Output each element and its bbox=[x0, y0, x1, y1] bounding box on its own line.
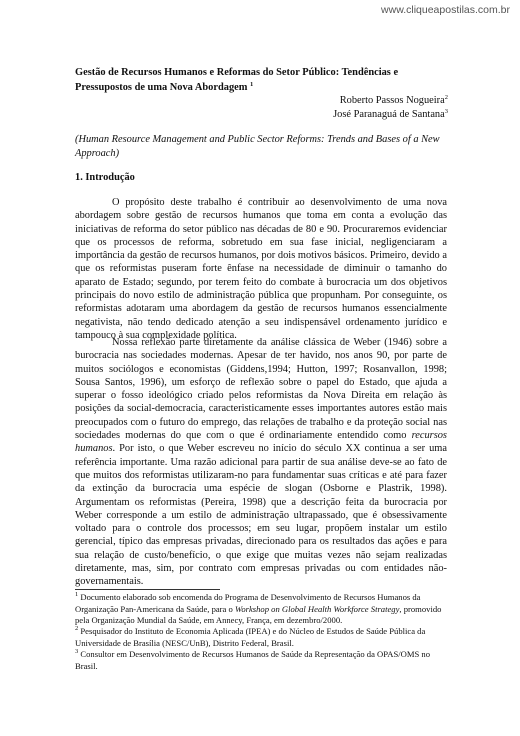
title-footnote-ref: 1 bbox=[250, 80, 254, 88]
author-footnote-ref: 2 bbox=[444, 94, 448, 101]
body-paragraph bbox=[75, 336, 447, 589]
english-subtitle: (Human Resource Management and Public Sector Reforms: Trends and Bases of a New Approach) bbox=[75, 134, 440, 159]
footnote-text: Consultor em Desenvolvimento de Recursos Humanos de Saúde da Representação da OPAS/OMS no Brasil. bbox=[75, 649, 430, 671]
author-list bbox=[333, 94, 448, 121]
footnote bbox=[75, 626, 447, 649]
footnote bbox=[75, 592, 447, 627]
title-text: Gestão de Recursos Humanos e Reformas do Setor Público: Tendências e Pressupostos de uma Nova Abordagem bbox=[75, 67, 399, 93]
footnote-marker: 1 bbox=[75, 591, 79, 598]
author-name: José Paranaguá de Santana bbox=[333, 108, 445, 120]
document-title bbox=[75, 66, 455, 95]
author-name: Roberto Passos Nogueira bbox=[339, 95, 445, 106]
author-footnote-ref: 3 bbox=[444, 107, 448, 115]
section-heading: 1. Introdução bbox=[75, 172, 135, 183]
author-line bbox=[333, 94, 448, 108]
site-watermark: www.cliqueapostilas.com.br bbox=[381, 4, 510, 16]
paragraph-text: . Por isto, o que Weber escreveu no início do século XX continua a ser uma referência importante. Uma razão adicional para partir de sua análise deve-se ao fato de que muitos dos reformistas utilizaram-no para fundamentar suas críticas e até para fazer da extinção da burocracia uma espécie de slogan (Osborne e Plastrik, 1998). Argumentam os reformistas (Pereira, 1998) que a descrição feita da burocracia por Weber corresponde a um estilo de administração ultrapassado, que é obsessivamente voltado para o controle dos processos; em seu lugar, propõem instalar um estilo gerencial, típico das empresas privadas, direcionado para os resultados das ações e para sua relação de custo/benefício, o que exige que muitas vezes não sejam realizadas diretamente, mas, sim, por contrato com empresas privadas ou com entidades não-governamentais. bbox=[75, 443, 447, 588]
author-line bbox=[333, 108, 448, 122]
footnote-text: Pesquisador do Instituto de Economia Aplicada (IPEA) e do Núcleo de Estudos de Saúde Pública da Universidade de Brasília (NESC/UnB), Distrito Federal, Brasil. bbox=[75, 626, 426, 648]
footnote-text: Documento elaborado sob encomenda do Programa de Desenvolvimento de Recursos Humanos da Organização Pan-Americana da Saúde, para o bbox=[75, 592, 421, 614]
footnote-marker: 2 bbox=[75, 625, 79, 632]
footnote-marker: 3 bbox=[75, 648, 79, 655]
body-paragraph: O propósito deste trabalho é contribuir ao desenvolvimento de uma nova abordagem sobre gestão de recursos humanos que toma em conta a evolução das iniciativas de reforma do setor público nas décadas de 80 e 90. Procuraremos evidenciar que os processos de reforma, sobretudo em sua fase inicial, negligenciaram a importância da gestão de recursos humanos, por dois motivos básicos. Primeiro, devido a que os reformistas puseram forte ênfase na necessidade de diminuir o tamanho do aparato de Estado; segundo, por terem feito do combate à burocracia um dos objetivos principais do novo estilo de administração pública que propunham. Por conseguinte, os reformistas adotaram uma abordagem da gestão de recursos humanos essencialmente negativista, não tendo dedicado atenção a seu indispensável ordenamento jurídico e tampouco à sua complexidade política. bbox=[75, 197, 447, 341]
paragraph-text: Nossa reflexão parte diretamente da análise clássica de Weber (1946) sobre a burocracia nas sociedades modernas. Apesar de ter havido, nos anos 90, por parte de muitos sociólogos e economistas (Giddens,1994; Hutton, 1997; Rosanvallon, 1998; Sousa Santos, 1996), um esforço de reflexão sobre o papel do Estado, que ajuda a superar o fosso ideológico criado pelos reformistas da Nova Direita em relação às posições da social-democracia, caracteristicamente esses importantes autores estão mais preocupados com o futuro do emprego, das relações de trabalho e da proteção social nas sociedades modernas do que com o que é ordinariamente entendido como bbox=[75, 337, 447, 442]
footnote-text: , promovido pela Organização Mundial da Saúde, em Annecy, França, em dezembro/2000. bbox=[75, 603, 442, 625]
footnote-italic-term: Workshop on Global Health Workforce Strategy bbox=[234, 603, 400, 614]
footnote bbox=[75, 649, 447, 672]
paragraph-italic-term: recursos humanos bbox=[75, 430, 447, 455]
footnote-divider bbox=[75, 589, 220, 590]
